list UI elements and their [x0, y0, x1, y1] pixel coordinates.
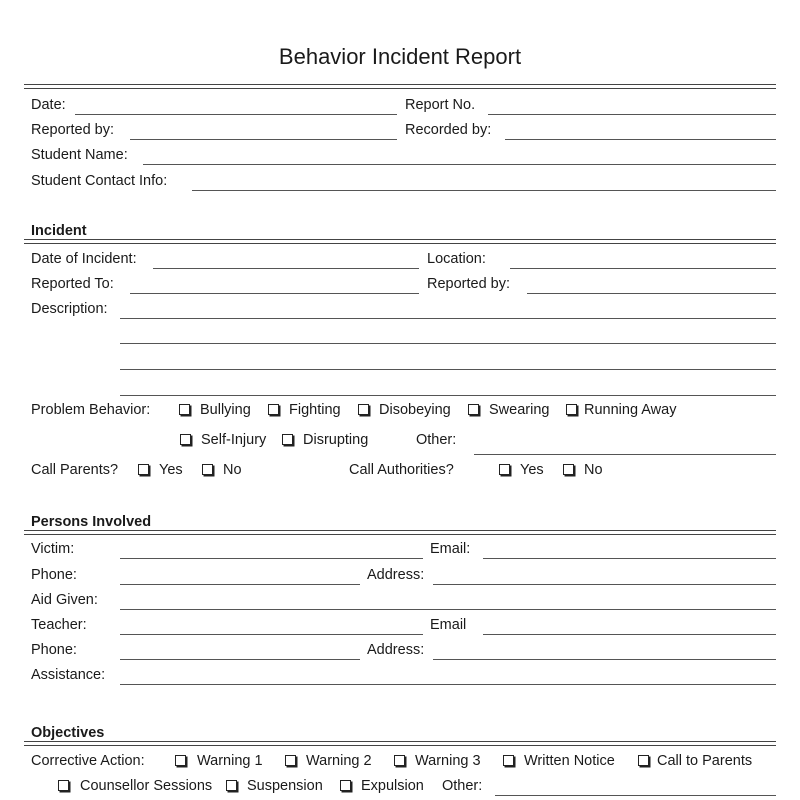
self-injury-checkbox[interactable] [180, 434, 191, 445]
victim-address-field[interactable] [433, 584, 776, 585]
written-notice-label: Written Notice [524, 753, 615, 769]
warning-2-label: Warning 2 [306, 753, 372, 769]
recorded-by-field[interactable] [505, 139, 776, 140]
call-authorities-no-checkbox[interactable] [563, 464, 574, 475]
incident-reported-by-field[interactable] [527, 293, 776, 294]
reported-by-label: Reported by: [31, 122, 115, 138]
title-divider [24, 84, 776, 89]
expulsion-checkbox[interactable] [340, 780, 351, 791]
page-title: Behavior Incident Report [278, 44, 522, 69]
teacher-email-field[interactable] [483, 634, 776, 635]
reported-by-field[interactable] [130, 139, 397, 140]
teacher-label: Teacher: [31, 617, 87, 633]
victim-field[interactable] [120, 558, 423, 559]
incident-reported-by-label: Reported by: [427, 276, 511, 292]
disrupting-label: Disrupting [303, 432, 369, 448]
counsellor-sessions-checkbox[interactable] [58, 780, 69, 791]
objectives-other-label: Other: [442, 778, 483, 794]
objectives-other-field[interactable] [495, 795, 776, 796]
report-no-label: Report No. [405, 97, 476, 113]
date-field[interactable] [75, 114, 397, 115]
bullying-checkbox[interactable] [179, 404, 190, 415]
disobeying-label: Disobeying [379, 402, 451, 418]
aid-given-label: Aid Given: [31, 592, 98, 608]
suspension-label: Suspension [247, 778, 323, 794]
warning-2-checkbox[interactable] [285, 755, 296, 766]
disobeying-checkbox[interactable] [358, 404, 369, 415]
description-label: Description: [31, 301, 108, 317]
description-line-1[interactable] [120, 318, 776, 319]
description-line-3[interactable] [120, 369, 776, 370]
student-contact-label: Student Contact Info: [31, 173, 168, 189]
behavior-other-field[interactable] [474, 454, 776, 455]
behavior-other-label: Other: [416, 432, 457, 448]
fighting-checkbox[interactable] [268, 404, 279, 415]
assistance-label: Assistance: [31, 667, 106, 683]
disrupting-checkbox[interactable] [282, 434, 293, 445]
suspension-checkbox[interactable] [226, 780, 237, 791]
student-name-label: Student Name: [31, 147, 128, 163]
teacher-address-label: Address: [367, 642, 425, 658]
corrective-action-label: Corrective Action: [31, 753, 145, 769]
counsellor-sessions-label: Counsellor Sessions [80, 778, 213, 794]
description-line-4[interactable] [120, 395, 776, 396]
call-parents-no-label: No [223, 462, 242, 478]
teacher-address-field[interactable] [433, 659, 776, 660]
victim-email-label: Email: [430, 541, 471, 557]
call-parents-yes-checkbox[interactable] [138, 464, 149, 475]
written-notice-checkbox[interactable] [503, 755, 514, 766]
victim-phone-field[interactable] [120, 584, 360, 585]
date-label: Date: [31, 97, 66, 113]
reported-to-label: Reported To: [31, 276, 114, 292]
assistance-field[interactable] [120, 684, 776, 685]
teacher-phone-label: Phone: [31, 642, 77, 658]
incident-heading: Incident [31, 223, 87, 239]
swearing-checkbox[interactable] [468, 404, 479, 415]
problem-behavior-label: Problem Behavior: [31, 402, 151, 418]
warning-3-checkbox[interactable] [394, 755, 405, 766]
call-parents-yes-label: Yes [159, 462, 183, 478]
objectives-heading: Objectives [31, 725, 105, 741]
aid-given-field[interactable] [120, 609, 776, 610]
call-parents-no-checkbox[interactable] [202, 464, 213, 475]
warning-3-label: Warning 3 [415, 753, 481, 769]
persons-involved-heading: Persons Involved [31, 514, 152, 530]
call-parents-label: Call Parents? [31, 462, 119, 478]
recorded-by-label: Recorded by: [405, 122, 492, 138]
call-authorities-no-label: No [584, 462, 603, 478]
teacher-email-label: Email [430, 617, 467, 633]
running-away-checkbox[interactable] [566, 404, 577, 415]
bullying-label: Bullying [200, 402, 251, 418]
swearing-label: Swearing [489, 402, 550, 418]
warning-1-checkbox[interactable] [175, 755, 186, 766]
student-name-field[interactable] [143, 164, 776, 165]
victim-address-label: Address: [367, 567, 425, 583]
teacher-phone-field[interactable] [120, 659, 360, 660]
call-to-parents-label: Call to Parents [657, 753, 753, 769]
victim-phone-label: Phone: [31, 567, 77, 583]
report-no-field[interactable] [488, 114, 776, 115]
call-authorities-label: Call Authorities? [349, 462, 454, 478]
location-label: Location: [427, 251, 486, 267]
teacher-field[interactable] [120, 634, 423, 635]
student-contact-field[interactable] [192, 190, 776, 191]
date-of-incident-field[interactable] [153, 268, 419, 269]
fighting-label: Fighting [289, 402, 341, 418]
objectives-divider [24, 741, 776, 746]
victim-label: Victim: [31, 541, 75, 557]
description-line-2[interactable] [120, 343, 776, 344]
self-injury-label: Self-Injury [201, 432, 267, 448]
date-of-incident-label: Date of Incident: [31, 251, 137, 267]
incident-divider [24, 239, 776, 244]
persons-divider [24, 530, 776, 535]
victim-email-field[interactable] [483, 558, 776, 559]
reported-to-field[interactable] [130, 293, 419, 294]
call-to-parents-checkbox[interactable] [638, 755, 649, 766]
running-away-label: Running Away [584, 402, 677, 418]
expulsion-label: Expulsion [361, 778, 424, 794]
warning-1-label: Warning 1 [197, 753, 263, 769]
location-field[interactable] [510, 268, 776, 269]
call-authorities-yes-label: Yes [520, 462, 544, 478]
call-authorities-yes-checkbox[interactable] [499, 464, 510, 475]
